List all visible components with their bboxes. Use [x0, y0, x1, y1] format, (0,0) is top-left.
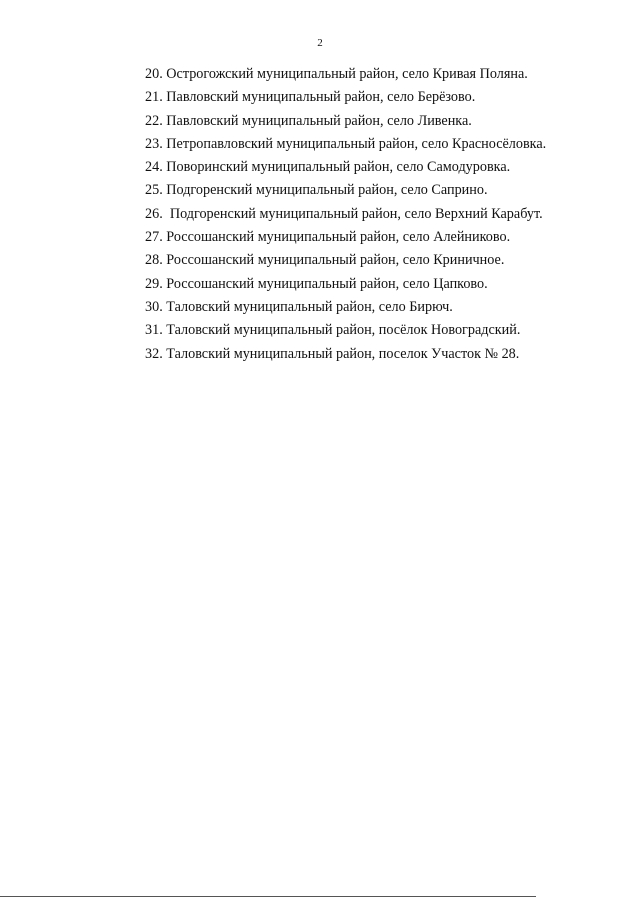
item-number: 24.	[145, 159, 163, 176]
item-text: Петропавловский муниципальный район, село Красносёловка.	[166, 135, 547, 152]
item-number: 32.	[145, 345, 163, 362]
item-number: 25.	[145, 182, 163, 199]
list-item	[145, 296, 546, 319]
item-number: 20.	[145, 66, 163, 82]
item-text: Россошанский муниципальный район, село Цапково.	[166, 275, 488, 292]
item-number: 28.	[145, 252, 163, 269]
item-text: Павловский муниципальный район, село Ливенка.	[166, 112, 472, 129]
item-number: 22.	[145, 112, 163, 129]
list-item	[145, 110, 546, 133]
list-item	[145, 86, 546, 109]
list-item	[145, 249, 546, 272]
item-text: Таловский муниципальный район, поселок Участок № 28.	[166, 345, 520, 362]
item-text: Острогожский муниципальный район, село Кривая Поляна.	[166, 66, 528, 82]
item-number: 30.	[145, 298, 163, 315]
item-text: Подгоренский муниципальный район, село Саприно.	[166, 182, 488, 199]
item-number: 21.	[145, 89, 163, 106]
bottom-divider	[0, 896, 536, 897]
item-number: 29.	[145, 275, 163, 292]
list-item	[145, 203, 546, 226]
list-item	[145, 319, 546, 342]
settlement-list	[145, 63, 546, 366]
item-text: Павловский муниципальный район, село Берёзово.	[166, 89, 476, 106]
page-number: 2	[317, 37, 323, 49]
item-text: Таловский муниципальный район, село Бирюч.	[166, 298, 453, 315]
item-text: Россошанский муниципальный район, село Криничное.	[166, 252, 505, 269]
list-item	[145, 226, 546, 249]
item-text: Таловский муниципальный район, посёлок Новоградский.	[166, 322, 521, 339]
item-number: 23.	[145, 135, 163, 152]
item-text: Поворинский муниципальный район, село Самодуровка.	[166, 159, 511, 176]
item-number: 26.	[145, 205, 163, 222]
list-item	[145, 343, 546, 366]
item-number: 27.	[145, 229, 163, 246]
list-item	[145, 133, 546, 156]
item-number: 31.	[145, 322, 163, 339]
list-item	[145, 156, 546, 179]
list-item	[145, 63, 546, 86]
list-item	[145, 273, 546, 296]
item-text: Подгоренский муниципальный район, село Верхний Карабут.	[166, 205, 543, 222]
item-text: Россошанский муниципальный район, село Алейниково.	[166, 229, 511, 246]
list-item	[145, 179, 546, 202]
